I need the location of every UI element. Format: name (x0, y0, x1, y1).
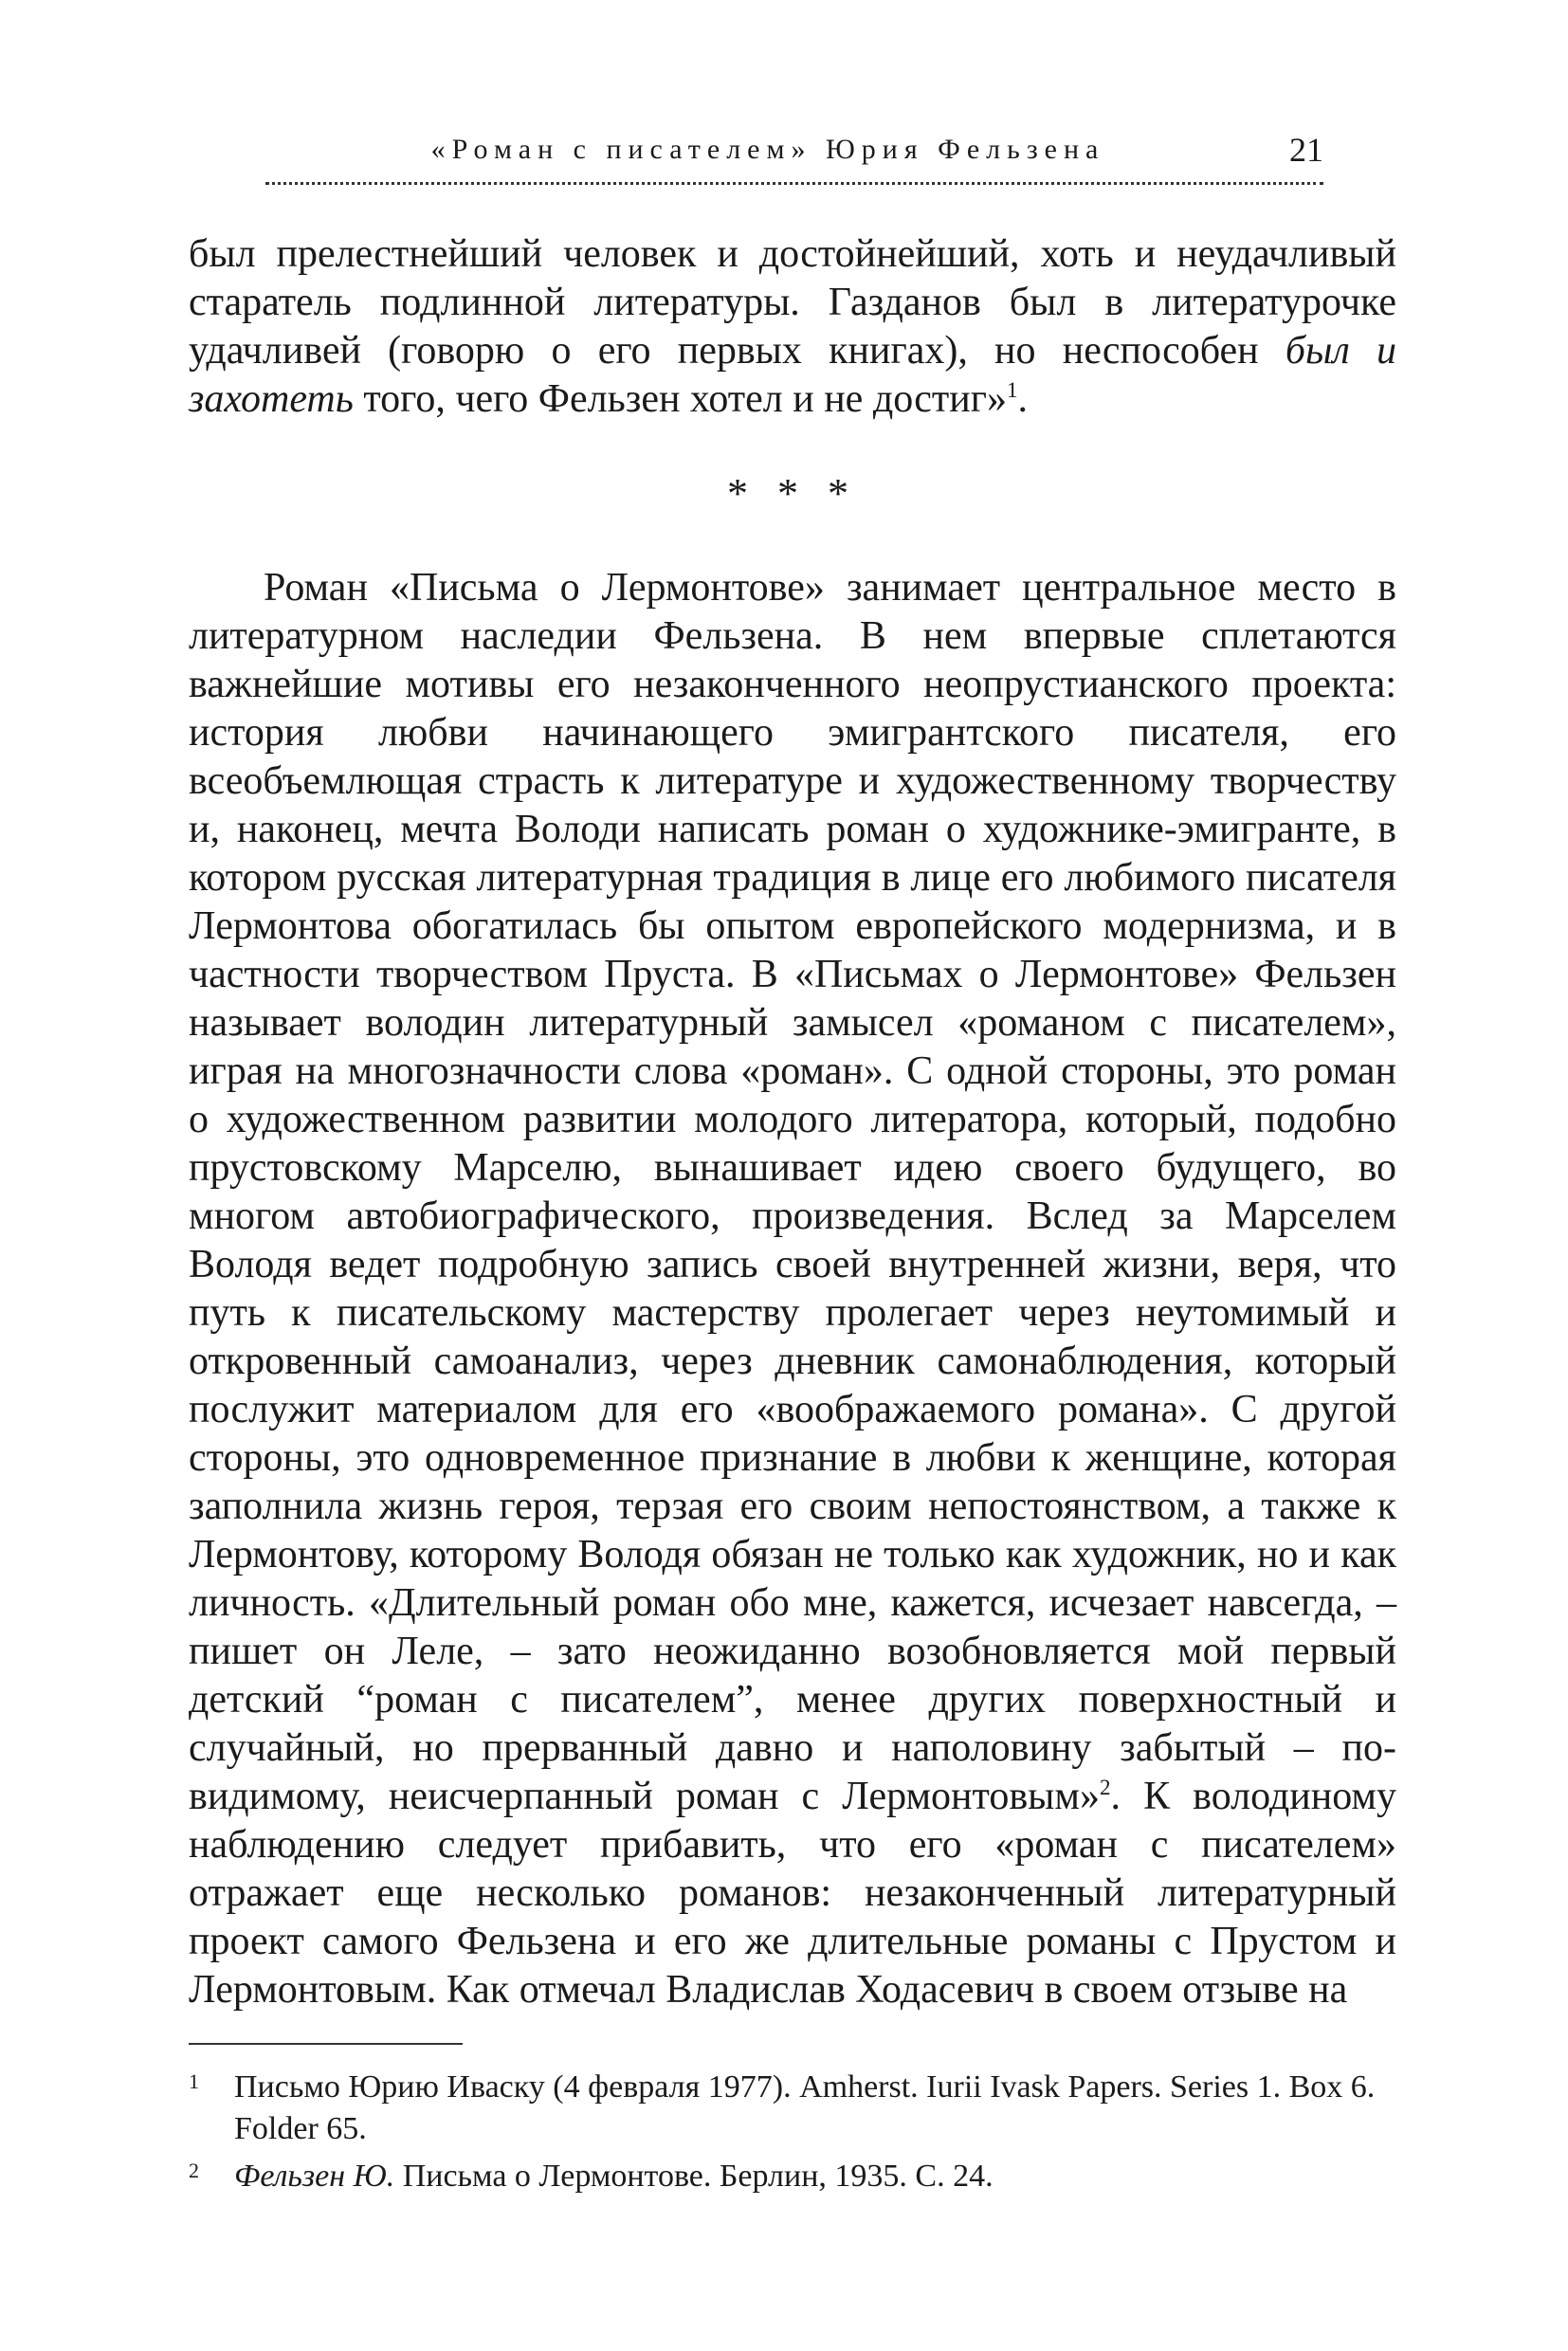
footnotes (189, 2067, 1396, 2203)
paragraph-2-text-b: . К володиному наблюдению следует прибавить, что его «роман с писателем» отражает еще несколько романов: незаконченный литературный проект самого Фельзена и его же длительные романы с Прустом и Лермонтовым. Как отмечал Владислав Ходасевич в своем отзыве на (189, 1775, 1396, 2012)
footnote-2-author: Фельзен Ю. (234, 2159, 395, 2194)
footnote-2-text: Письма о Лермонтове. Берлин, 1935. С. 24. (394, 2159, 994, 2194)
paragraph-1-text-c: . (1017, 377, 1028, 421)
paragraph-1 (189, 230, 1396, 424)
paragraph-2-text-a: Роман «Письма о Лермонтове» занимает центральное место в литературном наследии Фельзена. В нем впервые сплетаются важнейшие мотивы его незаконченного неопрустианского проекта: история любви начинающего эмигрантского писателя, его всеобъемлющая страсть к литературе и художественному творчеству и, наконец, мечта Володи написать роман о художнике-эмигранте, в котором русская литературная традиция в лице его любимого писателя Лермонтова обогатилась бы опытом европейского модернизма, и в частности творчеством Пруста. В «Письмах о Лермонтове» Фельзен называет володин литературный замысел «романом с писателем», играя на многозначности слова «роман». С одной стороны, это роман о художественном развитии молодого литератора, который, подобно прустовскому Марселю, вынашивает идею своего будущего, во многом автобиографического, произведения. Вслед за Марселем Володя ведет подробную запись своей внутренней жизни, веря, что путь к писательскому мастерству пролегает через неутомимый и откровенный самоанализ, через дневник самонаблюдения, который послужит материалом для его «воображаемого романа». С другой стороны, это одновременное признание в любви к женщине, которая заполнила жизнь героя, терзая его своим непостоянством, а также к Лермонтову, которому Володя обязан не только как художник, но и как личность. «Длительный роман обо мне, кажется, исчезает навсегда, – пишет он Леле, – зато неожиданно возобновляется мой первый детский “роман с писателем”, менее других поверхностный и случайный, но прерванный давно и наполовину забытый – по-видимому, неисчерпанный роман с Лермонтовым» (189, 566, 1396, 1818)
footnote-2 (189, 2156, 1396, 2197)
footnote-1-number: 1 (189, 2069, 199, 2093)
page-header (265, 131, 1323, 184)
footnote-ref-2: 2 (1099, 1775, 1111, 1799)
footnote-1 (189, 2067, 1396, 2150)
page-number: 21 (1289, 131, 1323, 169)
paragraph-1-text-b: того, чего Фельзен хотел и не достиг» (353, 377, 1007, 421)
section-separator: * * * (727, 470, 858, 517)
header-dotted-rule (265, 182, 1323, 185)
footnote-2-number: 2 (189, 2159, 199, 2182)
paragraph-1-text-a: был прелестнейший человек и достойнейший, хоть и неудачливый старатель подлинной литературы. Газданов был в литературочке удачливей (говорю о его первых книгах), но неспособен (189, 232, 1396, 373)
running-title: «Роман с писателем» Юрия Фельзена (430, 134, 1105, 165)
footnote-ref-1: 1 (1006, 377, 1018, 402)
paragraph-2 (189, 564, 1396, 2014)
paragraph-1-italic: был и захотеть (189, 329, 1396, 421)
footnote-1-text: Письмо Юрию Иваску (4 февраля 1977). Amherst. Iurii Ivask Papers. Series 1. Box 6. Folder 65. (234, 2069, 1376, 2146)
footnote-rule (189, 2043, 463, 2045)
main-text (189, 230, 1396, 2014)
